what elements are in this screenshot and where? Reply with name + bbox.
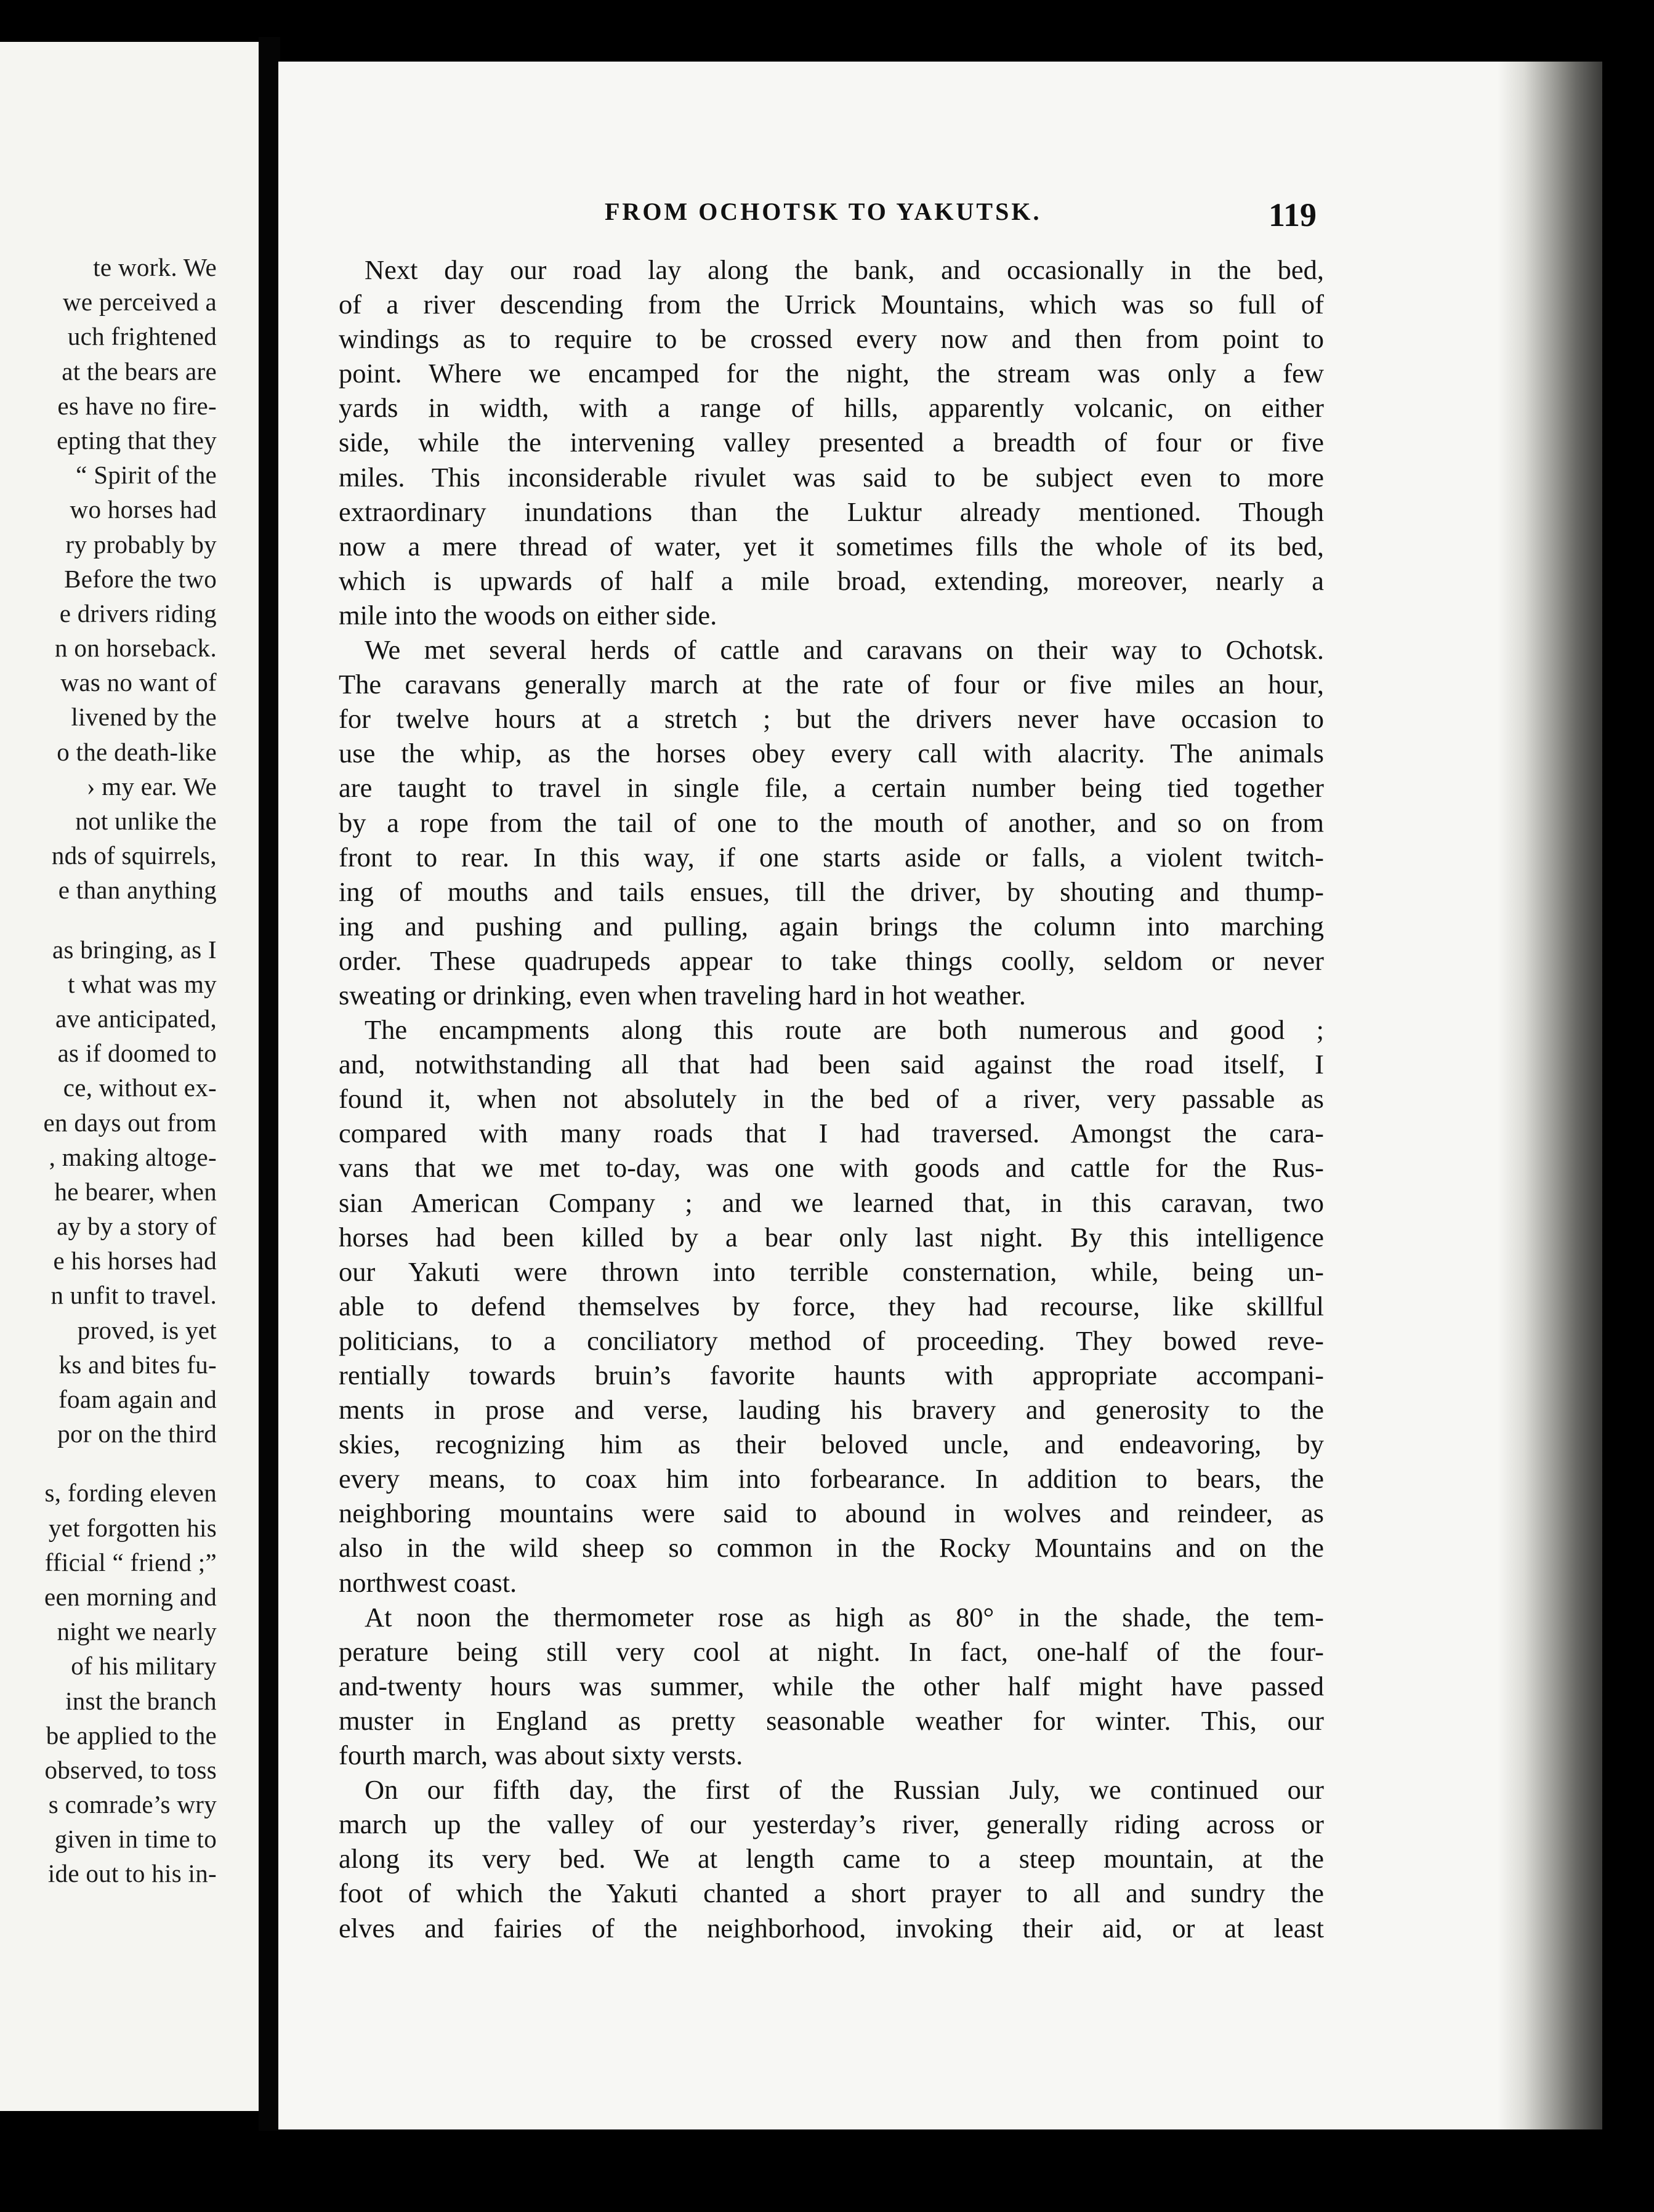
text-line: compared with many roads that I had traversed. Amongst the cara-: [339, 1118, 1324, 1149]
left-page-line: we perceived a: [62, 288, 217, 317]
text-line: front to rear. In this way, if one starts aside or falls, a violent twitch-: [339, 841, 1324, 873]
text-line: along its very bed. We at length came to a steep mountain, at the: [339, 1843, 1324, 1875]
left-page-line: ave anticipated,: [55, 1004, 217, 1033]
text-line: foot of which the Yakuti chanted a short prayer to all and sundry the: [339, 1878, 1324, 1909]
left-page-line: o the death-like: [57, 737, 217, 766]
left-page-line: wo horses had: [70, 495, 217, 524]
text-line: for twelve hours at a stretch ; but the drivers never have occasion to: [339, 703, 1324, 735]
text-line: vans that we met to-day, was one with goods and cattle for the Rus-: [339, 1152, 1324, 1184]
text-line: miles. This inconsiderable rivulet was said to be subject even to more: [339, 461, 1324, 493]
paragraph: [339, 1600, 1324, 1772]
text-line: are taught to travel in single file, a certain number being tied together: [339, 772, 1324, 804]
left-page-line: foam again and: [58, 1385, 217, 1413]
left-page-line: t what was my: [68, 969, 217, 998]
left-page-line: was no want of: [60, 668, 217, 697]
text-line: sian American Company ; and we learned that, in this caravan, two: [339, 1187, 1324, 1218]
text-line: point. Where we encamped for the night, the stream was only a few: [339, 358, 1324, 389]
paragraph: [339, 1012, 1324, 1600]
left-page-line: , making altoge-: [49, 1142, 217, 1171]
left-page-line: fficial “ friend ;”: [44, 1548, 217, 1576]
left-page-line: es have no fire-: [57, 391, 217, 420]
left-page-line: not unlike the: [75, 807, 217, 835]
book-gutter: [259, 37, 280, 2131]
left-page-line: livened by the: [71, 703, 217, 732]
left-page-line: s, fording eleven: [44, 1479, 217, 1508]
left-page-line: en days out from: [43, 1108, 217, 1137]
left-page-line: “ Spirit of the: [76, 461, 217, 490]
left-page-line: Before the two: [64, 564, 217, 593]
text-line: northwest coast.: [339, 1567, 517, 1598]
paragraph: [339, 1772, 1324, 1945]
left-page-line: e than anything: [58, 876, 217, 905]
text-line: extraordinary inundations than the Luktur already mentioned. Though: [339, 496, 1324, 527]
running-title: FROM OCHOTSK TO YAKUTSK.: [605, 198, 1042, 225]
text-line: of a river descending from the Urrick Mountains, which was so full of: [339, 289, 1324, 320]
left-page-line: as if doomed to: [57, 1039, 217, 1068]
left-page-line: ry probably by: [65, 530, 217, 559]
left-page-text: [44, 250, 217, 1891]
left-page-line: as bringing, as I: [52, 935, 217, 964]
text-line: side, while the intervening valley presented a breadth of four or five: [339, 427, 1324, 458]
paragraph: [339, 632, 1324, 1012]
left-page-line: een morning and: [44, 1582, 217, 1611]
left-page-line: › my ear. We: [86, 772, 217, 801]
text-line: ments in prose and verse, lauding his bravery and generosity to the: [339, 1394, 1324, 1426]
left-page-line: e his horses had: [53, 1246, 217, 1275]
text-line: which is upwards of half a mile broad, extending, moreover, nearly a: [339, 565, 1324, 596]
body-text: [339, 252, 1324, 1945]
left-page-line: te work. We: [93, 253, 217, 281]
left-page-line: e drivers riding: [59, 599, 217, 628]
text-line: On our fifth day, the first of the Russian July, we continued our: [365, 1774, 1324, 1806]
left-page-line: of his military: [71, 1652, 217, 1681]
text-line: mile into the woods on either side.: [339, 599, 717, 631]
text-line: and, notwithstanding all that had been said against the road itself, I: [339, 1049, 1324, 1080]
text-line: muster in England as pretty seasonable weather for winter. This, our: [339, 1705, 1324, 1736]
left-page-line: observed, to toss: [44, 1755, 217, 1784]
text-line: use the whip, as the horses obey every call with alacrity. The animals: [339, 738, 1324, 769]
left-page-line: yet forgotten his: [48, 1513, 217, 1542]
page-number: 119: [1269, 196, 1317, 233]
left-page-line: uch frightened: [67, 322, 217, 351]
text-line: windings as to require to be crossed every now and then from point to: [339, 323, 1324, 355]
text-line: rentially towards bruin’s favorite haunts with appropriate accompani-: [339, 1360, 1324, 1391]
left-page-line: ay by a story of: [57, 1212, 217, 1241]
text-line: by a rope from the tail of one to the mouth of another, and so on from: [339, 807, 1324, 838]
text-line: order. These quadrupeds appear to take things coolly, seldom or never: [339, 945, 1324, 976]
text-line: ing and pushing and pulling, again brings the column into marching: [339, 910, 1324, 942]
left-page-line: ks and bites fu-: [58, 1350, 217, 1379]
left-page-line: n unfit to travel.: [50, 1281, 217, 1310]
text-line: found it, when not absolutely in the bed of a river, very passable as: [339, 1083, 1324, 1115]
text-line: able to defend themselves by force, they had recourse, like skillful: [339, 1290, 1324, 1322]
text-line: Next day our road lay along the bank, and occasionally in the bed,: [365, 254, 1324, 285]
text-line: march up the valley of our yesterday’s river, generally riding across or: [339, 1809, 1324, 1840]
text-line: and-twenty hours was summer, while the other half might have passed: [339, 1670, 1324, 1701]
left-page-line: s comrade’s wry: [48, 1790, 217, 1819]
left-page-line: at the bears are: [62, 357, 217, 385]
text-line: The encampments along this route are both numerous and good ;: [365, 1014, 1324, 1046]
left-page-line: night we nearly: [57, 1617, 217, 1646]
left-page-line: proved, is yet: [77, 1315, 217, 1344]
left-page-line: n on horseback.: [55, 634, 217, 663]
text-line: perature being still very cool at night. In fact, one-half of the four-: [339, 1636, 1324, 1667]
text-line: elves and fairies of the neighborhood, invoking their aid, or at least: [339, 1912, 1324, 1944]
text-line: skies, recognizing him as their beloved uncle, and endeavoring, by: [339, 1429, 1324, 1460]
text-line: At noon the thermometer rose as high as 80° in the shade, the tem-: [365, 1601, 1324, 1633]
left-page-line: por on the third: [57, 1419, 217, 1448]
paragraph: [339, 252, 1324, 632]
left-page-line: epting that they: [57, 426, 217, 454]
left-page-line: ce, without ex-: [63, 1073, 217, 1102]
text-line: ing of mouths and tails ensues, till the driver, by shouting and thump-: [339, 876, 1324, 907]
text-line: every means, to coax him into forbearance. In addition to bears, the: [339, 1463, 1324, 1495]
text-line: sweating or drinking, even when traveling hard in hot weather.: [339, 979, 1026, 1011]
right-page: [278, 62, 1602, 2129]
left-page-line: nds of squirrels,: [51, 841, 217, 870]
left-page-line: he bearer, when: [54, 1177, 217, 1206]
text-line: politicians, to a conciliatory method of proceeding. They bowed reve-: [339, 1325, 1324, 1356]
left-facing-page: [0, 42, 259, 2111]
text-line: horses had been killed by a bear only last night. By this intelligence: [339, 1221, 1324, 1253]
text-line: The caravans generally march at the rate of four or five miles an hour,: [339, 669, 1324, 700]
left-page-line: be applied to the: [46, 1721, 217, 1750]
text-line: neighboring mountains were said to abound in wolves and reindeer, as: [339, 1498, 1324, 1529]
left-page-line: given in time to: [54, 1825, 217, 1854]
left-page-line: ide out to his in-: [47, 1859, 217, 1888]
text-line: fourth march, was about sixty versts.: [339, 1740, 743, 1771]
text-line: now a mere thread of water, yet it sometimes fills the whole of its bed,: [339, 530, 1324, 562]
paragraph-gap: [44, 1451, 217, 1475]
text-line: also in the wild sheep so common in the Rocky Mountains and on the: [339, 1532, 1324, 1564]
left-page-line: inst the branch: [65, 1686, 217, 1715]
text-line: yards in width, with a range of hills, apparently volcanic, on either: [339, 392, 1324, 424]
text-line: our Yakuti were thrown into terrible consternation, while, being un-: [339, 1256, 1324, 1287]
page-edge-shadow: [1498, 62, 1602, 2129]
paragraph-gap: [44, 908, 217, 932]
text-line: We met several herds of cattle and caravans on their way to Ochotsk.: [365, 634, 1324, 666]
